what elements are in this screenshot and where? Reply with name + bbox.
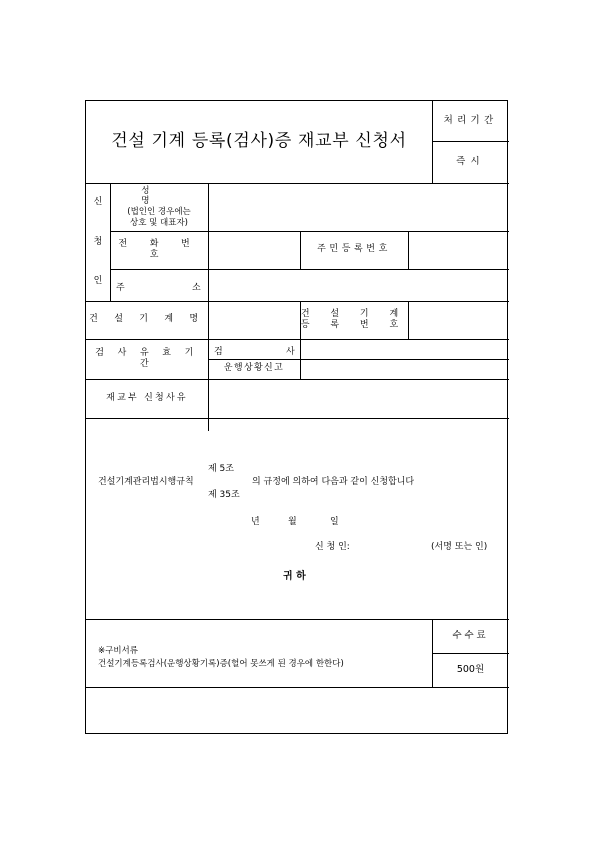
regulation-name: 건설기계관리법시행규칙 <box>98 477 194 487</box>
processing-period-label: 처리기간 <box>443 115 498 127</box>
address-field[interactable] <box>208 269 509 301</box>
registration-number-label-line2: 등 록 번 호 <box>300 320 408 330</box>
machine-name-field[interactable] <box>208 301 300 339</box>
signature-note: (서명 또는 인) <box>431 542 488 552</box>
operation-report-field[interactable] <box>300 359 509 379</box>
article-top: 제 5조 <box>208 464 234 474</box>
inspection-validity-label: 검 사 유 효 기 간 <box>95 347 199 369</box>
documents-item: 건설기계등록검사(운행상황기록)증(헐어 못쓰게 된 경우에 한한다) <box>98 659 344 669</box>
machine-name-label: 건 설 기 계 명 <box>89 314 205 325</box>
applicant-signature-label: 신 청 인: <box>315 542 350 552</box>
registration-number-field[interactable] <box>408 301 509 339</box>
date-day: 일 <box>330 517 339 527</box>
fee-label: 수수료 <box>452 630 489 642</box>
phone-label: 전 화 번 호 <box>118 238 200 260</box>
name-label <box>110 183 208 231</box>
rule-reason-bottom <box>86 418 509 419</box>
applicant-side-label-2: 청 <box>93 237 103 248</box>
registration-number-label <box>300 301 408 339</box>
applicant-side-label-1: 신 <box>93 197 103 208</box>
operation-report-label: 운행상황신고 <box>223 363 285 374</box>
form-title: 건설 기계 등록(검사)증 재교부 신청서 <box>111 131 407 152</box>
inspection-label-left: 검 <box>214 347 223 357</box>
address-label-right: 소 <box>192 283 201 293</box>
reason-label: 재교부 신청사유 <box>106 392 188 403</box>
date-year: 년 <box>251 517 260 527</box>
name-label-line3: 상호 및 대표자) <box>130 217 188 228</box>
inspection-field[interactable] <box>300 339 509 359</box>
resident-number-label: 주민등록번호 <box>317 244 391 255</box>
documents-heading: ※구비서류 <box>98 646 138 656</box>
application-form <box>85 100 508 734</box>
registration-number-label-line1: 건 설 기 계 <box>300 308 408 319</box>
declaration-statement: 의 규정에 의하여 다음과 같이 신청합니다 <box>252 477 415 487</box>
fee-value: 500원 <box>456 664 485 676</box>
article-bottom: 제 35조 <box>208 490 240 500</box>
recipient-label: 귀 하 <box>283 571 306 582</box>
phone-field[interactable] <box>208 231 300 269</box>
name-label-line1: 성 명 <box>141 185 177 207</box>
name-label-line2: (법인인 경우에는 <box>127 207 191 217</box>
date-month: 월 <box>288 517 297 527</box>
resident-number-field[interactable] <box>408 231 509 269</box>
applicant-side-label-3: 인 <box>93 276 103 287</box>
rule-footer-bottom <box>86 687 509 688</box>
inspection-label-right: 사 <box>286 347 295 357</box>
processing-period-value: 즉시 <box>456 156 485 168</box>
reason-field[interactable] <box>208 379 509 418</box>
address-label-left: 주 <box>116 283 125 293</box>
name-field[interactable] <box>208 183 509 231</box>
